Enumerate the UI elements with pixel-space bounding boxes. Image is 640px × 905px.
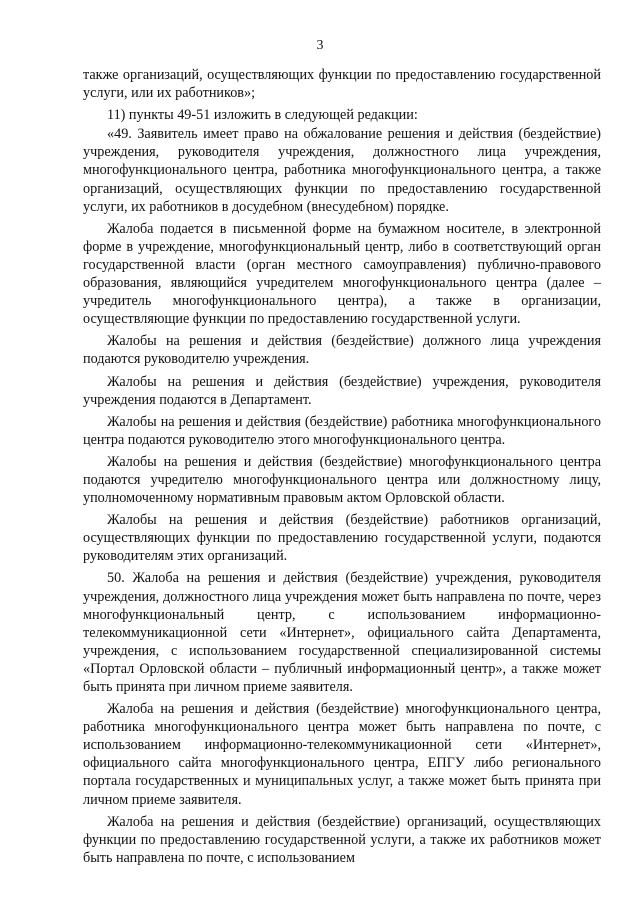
paragraph-clause-50: 50. Жалоба на решения и действия (бездействие) учреждения, руководителя учреждения, должностного лица учреждения может быть направлена по почте, через многофункциональный центр, с использованием информационно-телекоммуникационной сети «Интернет», официального сайта Департамента, учреждения, с использованием государственной специализированной системы «Портал Орловской области – публичный информационный центр», а также может быть принята при личном приеме заявителя. [83, 570, 601, 695]
paragraph-complaint-official: Жалобы на решения и действия (бездействие) должного лица учреждения подаются руководителю учреждения. [83, 333, 601, 368]
paragraph-continuation: также организаций, осуществляющих функции по предоставлению государственной услуги, или их работников»; [83, 67, 601, 102]
paragraph-complaint-institution: Жалобы на решения и действия (бездействие) учреждения, руководителя учреждения подаются в Департамент. [83, 373, 601, 408]
paragraph-complaint-form: Жалоба подается в письменной форме на бумажном носителе, в электронной форме в учреждение, многофункциональный центр, либо в соответствующий орган государственной власти (орган местного самоуправления) публично-правового образования, являющийся учредителем многофункционального центра (далее – учредитель многофункционального центра), а также в организации, осуществляющие функции по предоставлению государственной услуги. [83, 220, 601, 328]
page-number: 3 [316, 38, 324, 53]
paragraph-mfc-channels: Жалоба на решения и действия (бездействие) многофункционального центра, работника многофункционального центра может быть направлена по почте, с использованием информационно-телекоммуникационной сети «Интернет», официального сайта многофункционального центра, ЕПГУ либо регионального портала государственных и муниципальных услуг, а также может быть принята при личном приеме заявителя. [83, 701, 601, 808]
paragraph-complaint-mfc: Жалобы на решения и действия (бездействие) многофункционального центра подаются учредителю многофункционального центра или должностному лицу, уполномоченному нормативным правовым актом Орловской области. [83, 453, 601, 507]
document-body [83, 66, 601, 871]
paragraph-clause-49: «49. Заявитель имеет право на обжалование решения и действия (бездействие) учреждения, руководителя учреждения, должностного лица учреждения, многофункционального центра, работника многофункционального центра, а также организаций, осуществляющих функции по предоставлению государственной услуги, их работников в досудебном (внесудебном) порядке. [83, 126, 601, 215]
paragraph-complaint-mfc-worker: Жалобы на решения и действия (бездействие) работника многофункционального центра подаются руководителю этого многофункционального центра. [83, 413, 601, 448]
paragraph-amendment-heading: 11) пункты 49-51 изложить в следующей редакции: [107, 107, 418, 124]
paragraph-organizations-channels: Жалоба на решения и действия (бездействие) организаций, осуществляющих функции по предоставлению государственной услуги, а также их работников может быть направлена по почте, с использованием [83, 813, 601, 866]
paragraph-complaint-organizations: Жалобы на решения и действия (бездействие) работников организаций, осуществляющих функции по предоставлению государственной услуги, подаются руководителям этих организаций. [83, 512, 601, 565]
